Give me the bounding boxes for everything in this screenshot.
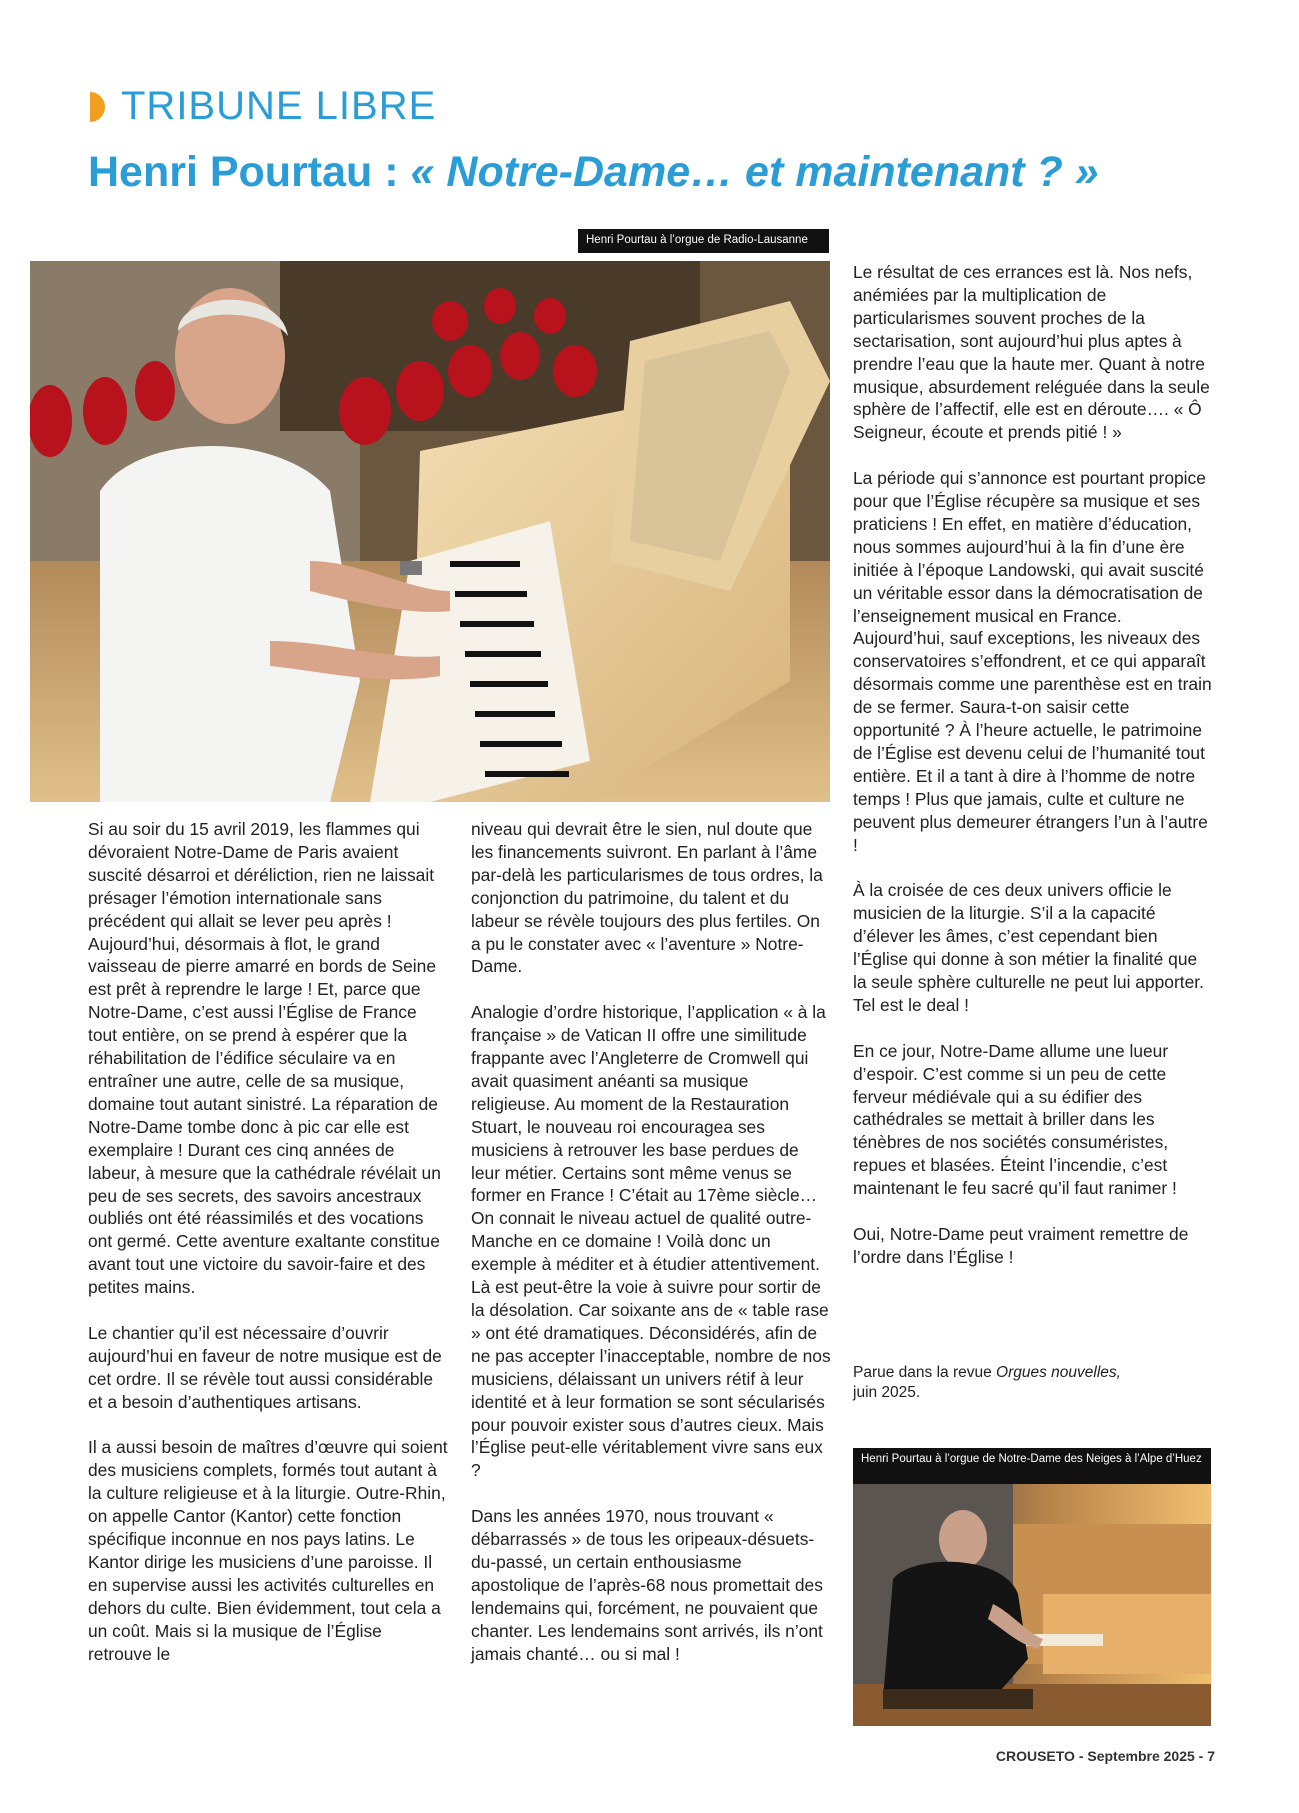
column3-paragraph-1: Le résultat de ces errances est là. Nos nefs, anémiées par la multiplication de particularismes souvent proches de la sectarisation, sont aujourd’hui plus aptes à prendre l’eau que la haute mer. Quant à notre musique, absurdement reléguée dans la seule sphère de l’affectif, elle est en déroute…. « Ô Seigneur, écoute et prends pitié ! » [853, 262, 1210, 443]
organ-photo-small [853, 1484, 1211, 1726]
organ-photo-main [30, 261, 830, 802]
source-prefix: Parue dans la revue [853, 1364, 997, 1381]
column3-paragraph-4: En ce jour, Notre-Dame allume une lueur d’espoir. C’est comme si un peu de cette ferveur médiévale qui a su édifier des cathédrales se mettait à briller dans les ténèbres de nos sociétés consuméristes, repues et blasées. Éteint l’incendie, c’est maintenant le feu sacré qu’il faut ranimer ! [853, 1040, 1177, 1199]
article-headline [88, 148, 1238, 197]
column1-paragraph-2: Le chantier qu’il est nécessaire d’ouvrir aujourd’hui en faveur de notre musique est de cet ordre. Il se révèle tout aussi considérable et a besoin d’authentiques artisans. [88, 1322, 442, 1412]
organist-notre-dame-des-neiges-icon [853, 1484, 1211, 1726]
column2-paragraph-3: Dans les années 1970, nous trouvant « débarrassés » de tous les oripeaux-désuets-du-passé, un certain enthousiasme apostolique de l’après-68 nous promettait des lendemains qui, forcément, ne pouvaient que chanter. Les lendemains sont arrivés, ils n’ont jamais chanté… ou si mal ! [471, 1506, 823, 1664]
page-footer: CROUSETO - Septembre 2025 - 7 [995, 1748, 1215, 1764]
column3-paragraph-5: Oui, Notre-Dame peut vraiment remettre de l’ordre dans l’Église ! [853, 1224, 1189, 1267]
main-photo-caption: Henri Pourtau à l’orgue de Radio-Lausanne [578, 229, 829, 253]
small-photo-caption: Henri Pourtau à l’orgue de Notre-Dame des Neiges à l’Alpe d’Huez [853, 1448, 1211, 1484]
publication-source [853, 1363, 1173, 1403]
article-column-2 [471, 818, 831, 1666]
headline-quote: « Notre-Dame… et maintenant ? » [410, 148, 1099, 196]
article-column-3 [853, 261, 1215, 1292]
column1-paragraph-3: Il a aussi besoin de maîtres d’œuvre qui soient des musiciens complets, formés tout autant à la culture religieuse et à la liturgie. Outre-Rhin, on appelle Cantor (Kantor) cette fonction spécifique inconnue en nos pays latins. Le Kantor dirige les musiciens d’une paroisse. Il en supervise aussi les activités culturelles en dehors du culte. Bien évidemment, tout cela a un coût. Mais si la musique de l’Église retrouve le [88, 1437, 448, 1664]
section-label [90, 84, 436, 129]
section-label-text: TRIBUNE LIBRE [121, 84, 437, 128]
article-column-1 [88, 818, 448, 1666]
section-marker-icon [90, 92, 105, 122]
source-title: Orgues nouvelles, [996, 1364, 1121, 1381]
organist-at-organ-icon [30, 261, 830, 802]
column1-paragraph-1: Si au soir du 15 avril 2019, les flammes qui dévoraient Notre-Dame de Paris avaient suscité désarroi et déréliction, rien ne laissait présager l’émotion internationale sans précédent qui allait se lever peu après ! Aujourd’hui, désormais à flot, le grand vaisseau de pierre amarré en bords de Seine est prêt à reprendre le large ! Et, parce que Notre-Dame, c’est aussi l’Église de France tout entière, on se prend à espérer que la réhabilitation de l’édifice séculaire va en entraîner une autre, celle de sa musique, domaine tout autant sinistré. La réparation de Notre-Dame tombe donc à pic car elle est exemplaire ! Durant ces cinq années de labeur, à mesure que la cathédrale révélait un peu de ses secrets, des savoirs ancestraux oubliés ont été réassimilés et des vocations ont germé. Cette aventure exaltante constitue avant tout une victoire du savoir-faire et des petites mains. [88, 819, 441, 1298]
column3-paragraph-3: À la croisée de ces deux univers officie le musicien de la liturgie. S’il a la capacité d’élever les âmes, c’est cependant bien l’Église qui donne à son métier la finalité que la seule sphère culturelle ne peut lui apporter. Tel est le deal ! [853, 880, 1204, 1015]
column2-paragraph-2: Analogie d’ordre historique, l’application « à la française » de Vatican II offre une similitude frappante avec l’Angleterre de Cromwell qui avait quasiment anéanti sa musique religieuse. Au moment de la Restauration Stuart, le nouveau roi encouragea ses musiciens à retrouver les base perdues de leur métier. Certains sont même venus se former en France ! C’était au 17ème siècle… On connait le niveau actuel de qualité outre-Manche en ce domaine ! Voilà donc un exemple à méditer et à étudier attentivement. Là est peut-être la voie à suivre pour sortir de la désolation. Car soixante ans de « table rase » ont été dramatiques. Déconsidérés, afin de ne pas accepter l’inacceptable, nombre de nos musiciens, délaissant un univers rétif à leur identité et à leur formation se sont sécularisés pour pouvoir exister sous d’autres cieux. Mais l’Église peut-elle véritablement vivre sans eux ? [471, 1002, 831, 1481]
headline-prefix: Henri Pourtau : [88, 148, 411, 196]
column2-paragraph-1: niveau qui devrait être le sien, nul doute que les financements suivront. En parlant à l’âme par-delà les particularismes de tous ordres, la conjonction du patrimoine, du talent et du labeur se révèle toujours des plus fertiles. On a pu le constater avec « l’aventure » Notre-Dame. [471, 819, 823, 977]
column3-paragraph-2: La période qui s’annonce est pourtant propice pour que l’Église récupère sa musique et ses praticiens ! En effet, en matière d’éducation, nous sommes aujourd’hui à la fin d’une ère initiée à l’époque Landowski, qui avait suscité un véritable essor dans la démocratisation de l’enseignement musical en France. Aujourd’hui, sauf exceptions, les niveaux des conservatoires s’effondrent, et ce qui apparaît désormais comme une parenthèse est en train de se fermer. Saura-t-on saisir cette opportunité ? À l’heure actuelle, le patrimoine de l’Église est devenu celui de l’humanité tout entière. Et il a tant à dire à l’homme de notre temps ! Plus que jamais, culte et culture ne peuvent plus demeurer étrangers l’un à l’autre ! [853, 468, 1212, 855]
source-date: juin 2025. [853, 1384, 921, 1401]
